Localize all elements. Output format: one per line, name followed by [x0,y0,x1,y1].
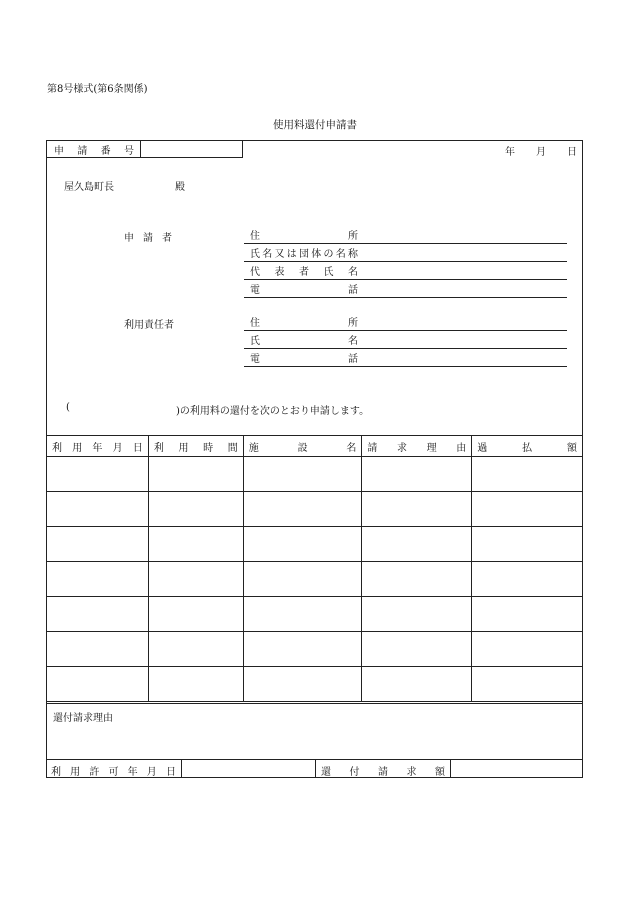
table-cell[interactable] [47,492,149,527]
facility-input[interactable] [74,402,174,415]
table-row [47,667,583,702]
refund-table [46,435,583,702]
table-cell[interactable] [362,492,472,527]
header-usage-time: 利 用 時 間 [148,436,243,457]
table-row [47,597,583,632]
header-overpayment: 過 払 額 [472,436,583,457]
table-cell[interactable] [47,632,149,667]
form-number: 第8号様式(第6条関係) [47,84,148,95]
header-usage-date: 利 用 年 月 日 [47,436,149,457]
table-cell[interactable] [362,457,472,492]
table-cell[interactable] [243,632,362,667]
table-cell[interactable] [47,667,149,702]
table-header-row [47,436,583,457]
table-cell[interactable] [148,527,243,562]
table-cell[interactable] [472,632,583,667]
table-cell[interactable] [148,597,243,632]
header-facility-name: 施 設 名 [243,436,362,457]
table-row [47,527,583,562]
table-cell[interactable] [148,632,243,667]
table-cell[interactable] [362,667,472,702]
table-cell[interactable] [362,632,472,667]
addressee: 屋久島町長 [64,182,114,193]
table-row [47,562,583,597]
refund-reason-box[interactable] [46,703,583,759]
table-cell[interactable] [148,562,243,597]
header-claim-reason: 請 求 理 由 [362,436,472,457]
table-cell[interactable] [362,527,472,562]
table-row [47,492,583,527]
document-title: 使用料還付申請書 [273,119,357,131]
applicant-role-label: 申 請 者 [124,233,172,244]
table-cell[interactable] [472,562,583,597]
responsible-name-field[interactable]: 氏 名 [244,331,567,349]
refund-reason-label: 還付請求理由 [53,713,113,724]
addressee-honorific: 殿 [175,182,185,193]
table-cell[interactable] [362,597,472,632]
table-cell[interactable] [362,562,472,597]
table-row [47,632,583,667]
refund-amount-input[interactable] [451,760,582,778]
table-cell[interactable] [243,667,362,702]
table-cell[interactable] [472,457,583,492]
responsible-address-field[interactable]: 住 所 [244,313,567,331]
table-cell[interactable] [243,492,362,527]
divider [315,759,316,778]
table-cell[interactable] [47,527,149,562]
application-number-label: 申 請 番 号 [54,146,134,157]
permission-date-input[interactable] [182,760,314,778]
table-cell[interactable] [243,457,362,492]
applicant-name-field[interactable]: 氏 名 又 は 団 体 の 名 称 [244,244,567,262]
table-cell[interactable] [472,527,583,562]
table-cell[interactable] [148,667,243,702]
permission-date-label: 利 用 許 可 年 月 日 [51,767,176,778]
responsible-role-label: 利用責任者 [124,320,174,331]
table-cell[interactable] [243,597,362,632]
table-cell[interactable] [148,492,243,527]
table-cell[interactable] [472,667,583,702]
table-cell[interactable] [243,527,362,562]
application-number-input[interactable] [142,140,242,157]
table-cell[interactable] [243,562,362,597]
date-label: 年 月 日 [505,147,577,158]
table-cell[interactable] [47,597,149,632]
application-number-label-cell [46,140,141,158]
applicant-address-field[interactable]: 住 所 [244,226,567,244]
table-cell[interactable] [148,457,243,492]
applicant-phone-field[interactable]: 電 話 [244,280,567,298]
table-body [47,457,583,702]
table-cell[interactable] [472,597,583,632]
table-row [47,457,583,492]
applicant-representative-field[interactable]: 代 表 者 氏 名 [244,262,567,280]
responsible-phone-field[interactable]: 電 話 [244,349,567,367]
table-cell[interactable] [472,492,583,527]
table-cell[interactable] [47,562,149,597]
refund-amount-label: 還 付 請 求 額 [321,767,445,778]
table-cell[interactable] [47,457,149,492]
